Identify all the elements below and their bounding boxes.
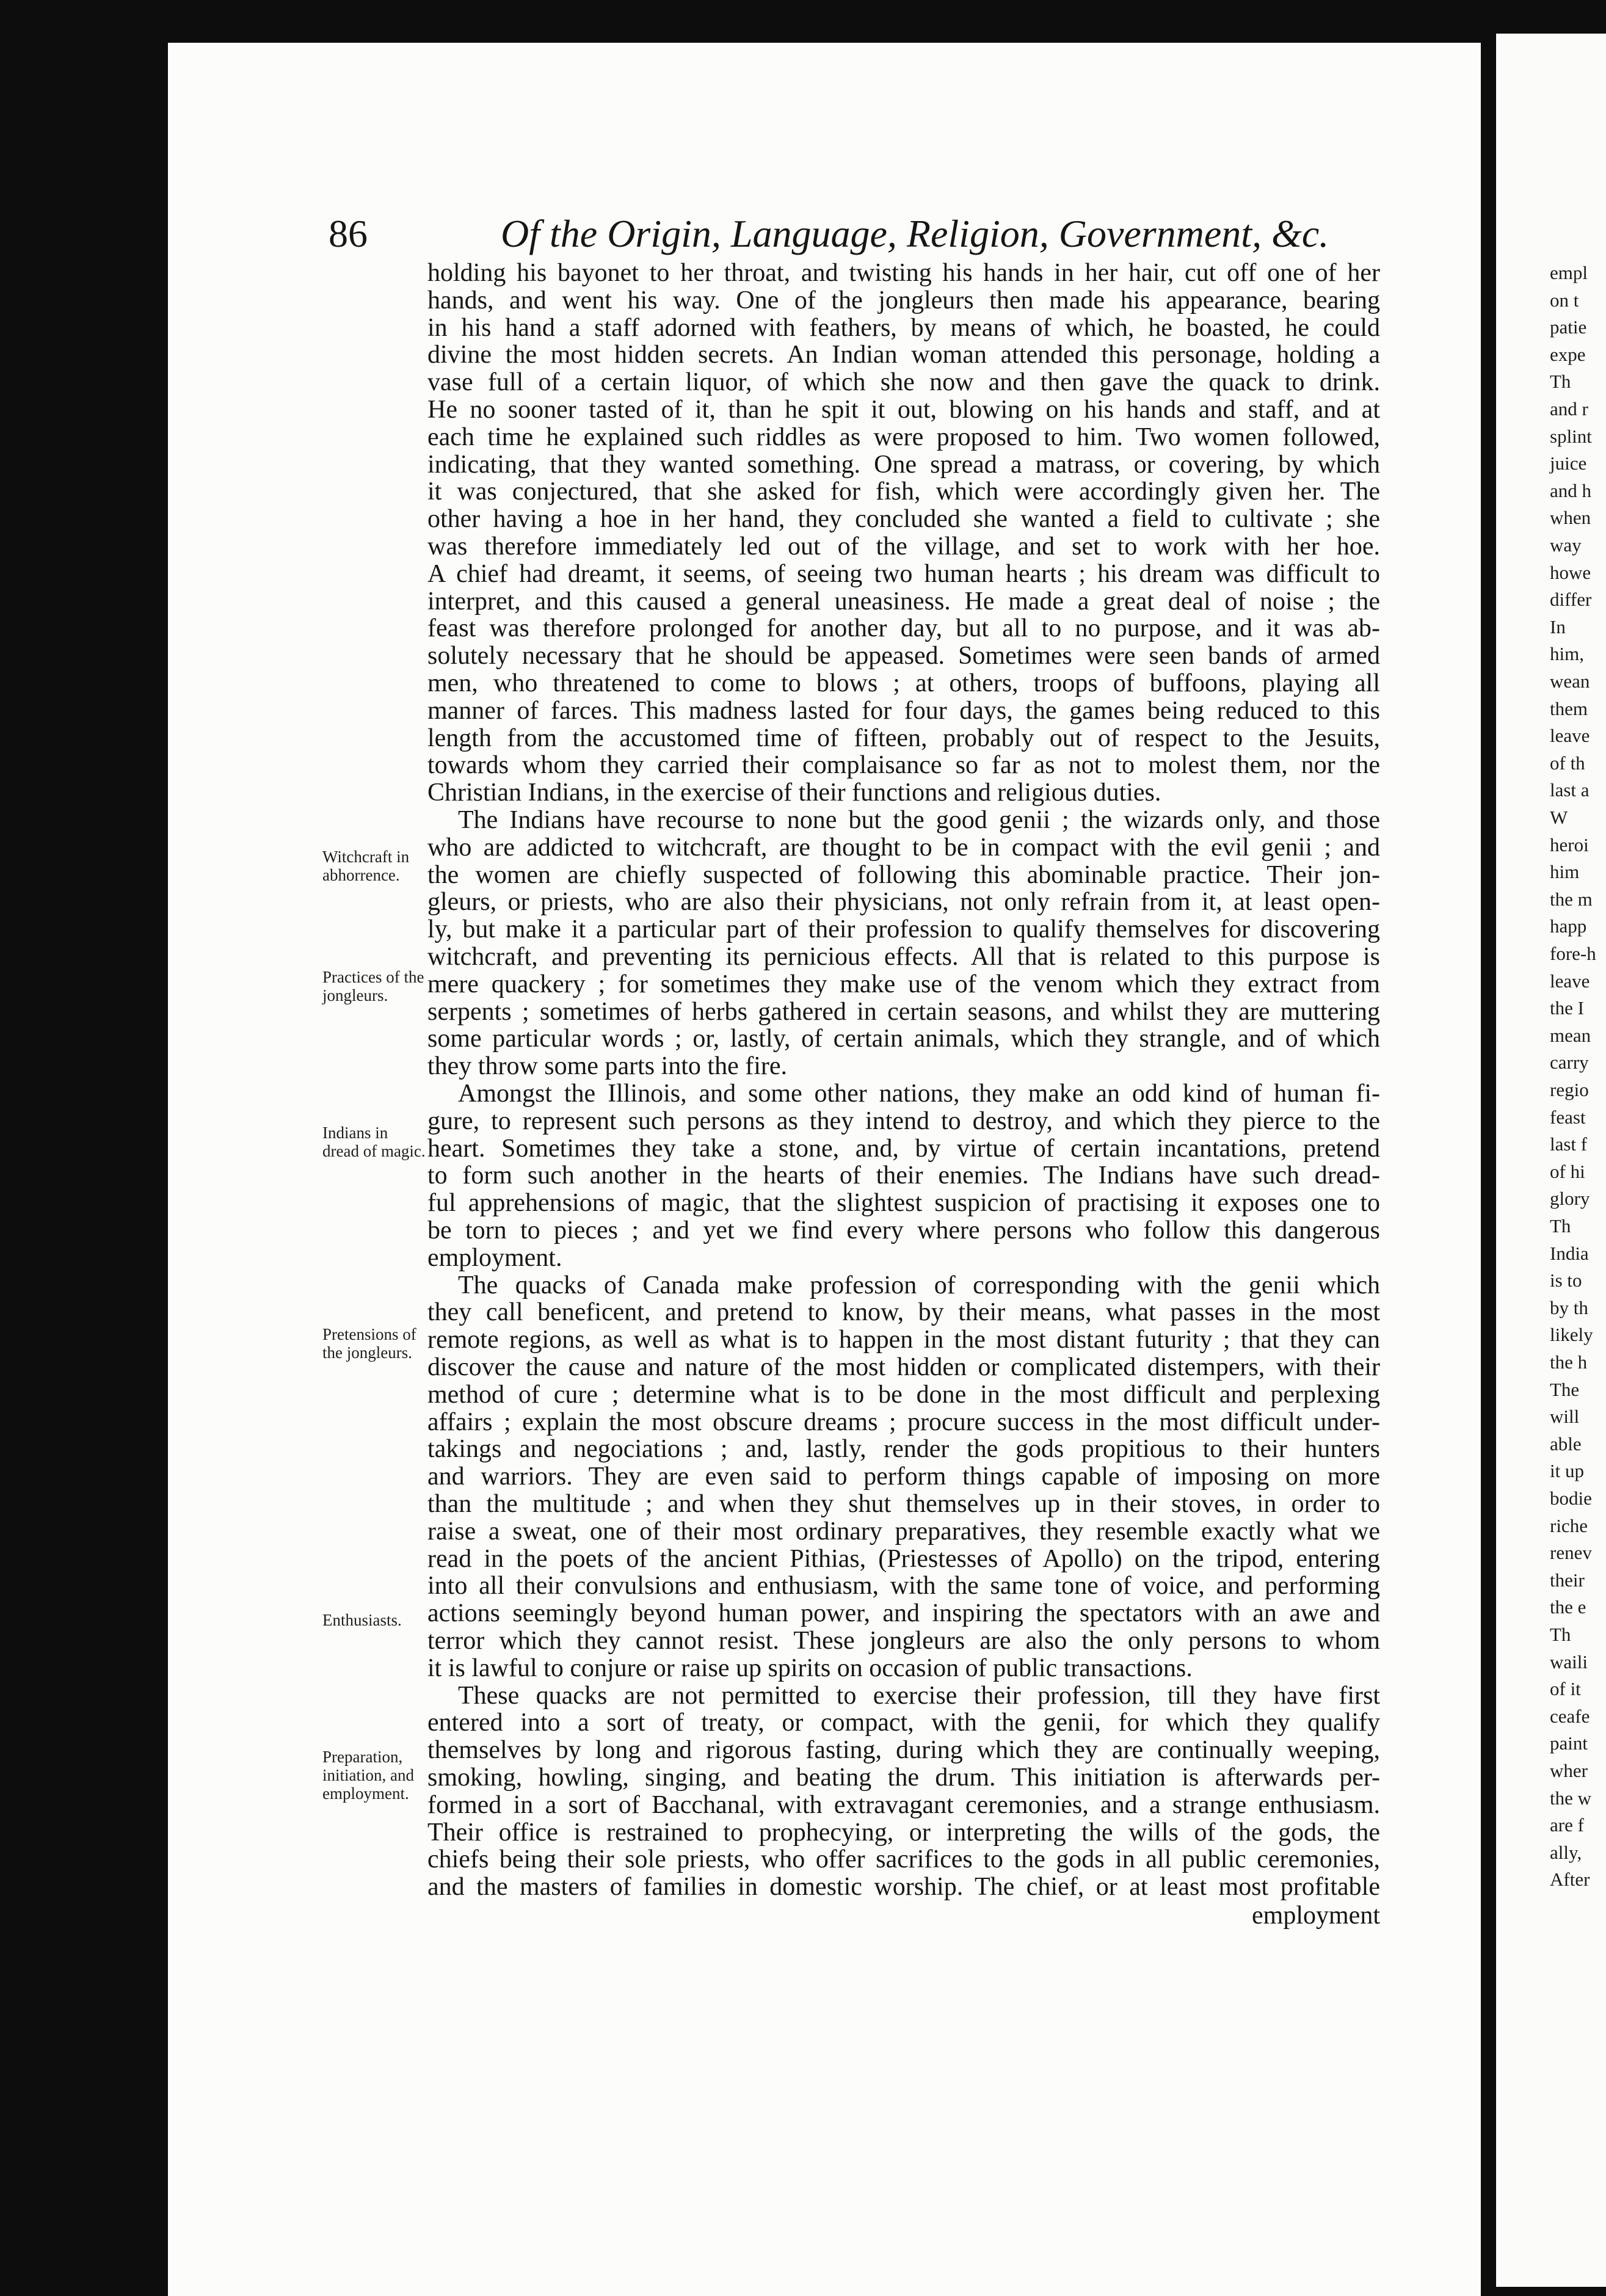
body-line: and the masters of families in domestic worship. The chief, or at least most profitable [427, 1873, 1380, 1902]
body-line: the women are chiefly suspected of following this abominable practice. Their jon- [427, 860, 1380, 889]
body-line: into all their convulsions and enthusiasm, with the same tone of voice, and performing [427, 1572, 1380, 1600]
margin-note: Indians in dread of magic. [322, 1124, 426, 1160]
body-line: serpents ; sometimes of herbs gathered in certain seasons, and whilst they are muttering [427, 997, 1380, 1026]
body-line: towards whom they carried their complaisance so far as not to molest them, nor the [427, 751, 1380, 780]
body-line: be torn to pieces ; and yet we find every where persons who follow this dangerous [427, 1216, 1380, 1244]
facing-page-line: and r [1550, 398, 1588, 420]
body-line: remote regions, as well as what is to happen in the most distant futurity ; that they can [427, 1326, 1380, 1354]
body-line: divine the most hidden secrets. An Indian woman attended this personage, holding a [427, 341, 1380, 369]
facing-page-line: it up [1550, 1460, 1584, 1482]
body-line: length from the accustomed time of fifteen, probably out of respect to the Jesuits, [427, 724, 1380, 752]
facing-page-line: leave [1550, 970, 1590, 992]
body-line: mere quackery ; for sometimes they make use of the venom which they extract from [427, 970, 1380, 998]
body-line: affairs ; explain the most obscure dreams ; procure success in the most difficult under- [427, 1408, 1380, 1436]
facing-page-line: him, [1550, 643, 1584, 665]
facing-page-line: the w [1550, 1787, 1592, 1809]
page-number: 86 [329, 212, 368, 255]
facing-page-line: regio [1550, 1079, 1589, 1100]
facing-page-line: howe [1550, 561, 1591, 583]
body-line: terror which they cannot resist. These jongleurs are also the only persons to whom [427, 1627, 1380, 1655]
body-line: vase full of a certain liquor, of which she now and then gave the quack to drink. [427, 368, 1380, 397]
facing-page-line: carry [1550, 1052, 1589, 1074]
body-line: who are addicted to witchcraft, are thought to be in compact with the evil genii ; and [427, 833, 1380, 862]
body-line: entered into a sort of treaty, or compact, with the genii, for which they qualify [427, 1709, 1380, 1737]
facing-page-line: Th [1550, 1624, 1571, 1645]
facing-page-line: Th [1550, 371, 1571, 393]
body-line: A chief had dreamt, it seems, of seeing two human hearts ; his dream was difficult to [427, 559, 1380, 588]
facing-page-line: the I [1550, 997, 1584, 1019]
facing-page-line: happ [1550, 915, 1587, 937]
body-line: chiefs being their sole priests, who offer sacrifices to the gods in all public ceremonies, [427, 1845, 1380, 1874]
facing-page-line: patie [1550, 316, 1587, 338]
facing-page-line: expe [1550, 343, 1586, 365]
body-line: gleurs, or priests, who are also their physicians, not only refrain from it, at least open- [427, 888, 1380, 917]
body-line: feast was therefore prolonged for another day, but all to no purpose, and it was ab- [427, 614, 1380, 643]
body-line: themselves by long and rigorous fasting, during which they are continually weeping, [427, 1736, 1380, 1765]
facing-page-line: will [1550, 1406, 1580, 1428]
facing-page-line: renev [1550, 1542, 1592, 1564]
margin-note: Enthusiasts. [322, 1611, 402, 1629]
body-line: Christian Indians, in the exercise of their functions and religious duties. [427, 779, 1161, 807]
body-line: heart. Sometimes they take a stone, and, by virtue of certain incantations, pretend [427, 1134, 1380, 1163]
facing-page-line: waili [1550, 1651, 1588, 1673]
catchword: employment [1252, 1902, 1380, 1930]
running-head: Of the Origin, Language, Religion, Government, &c. [501, 212, 1329, 255]
margin-note: Practices of the jongleurs. [322, 968, 424, 1005]
body-line: witchcraft, and preventing its pernicious effects. All that is related to this purpose is [427, 943, 1380, 971]
body-line: formed in a sort of Bacchanal, with extravagant ceremonies, and a strange enthusiasm. [427, 1790, 1380, 1819]
body-line: method of cure ; determine what is to be done in the most difficult and perplexing [427, 1380, 1380, 1409]
facing-page-line: on t [1550, 289, 1579, 311]
facing-page-line: ceafe [1550, 1705, 1590, 1727]
body-line: indicating, that they wanted something. One spread a matrass, or covering, by which [427, 450, 1380, 479]
body-line: The quacks of Canada make profession of corresponding with the genii which [458, 1271, 1380, 1299]
body-line: Their office is restrained to prophecying, or interpreting the wills of the gods, the [427, 1818, 1380, 1847]
facing-page-line: wean [1550, 670, 1590, 692]
facing-page-line: feast [1550, 1106, 1586, 1128]
body-line: interpret, and this caused a general uneasiness. He made a great deal of noise ; the [427, 587, 1380, 616]
body-line: employment. [427, 1243, 562, 1272]
body-line: read in the poets of the ancient Pithias, (Priestesses of Apollo) on the tripod, entering [427, 1544, 1380, 1573]
body-line: other having a hoe in her hand, they concluded she wanted a field to cultivate ; she [427, 505, 1380, 534]
facing-page-line: riche [1550, 1514, 1588, 1536]
body-line: raise a sweat, one of their most ordinary preparatives, they resemble exactly what we [427, 1517, 1380, 1546]
facing-page-line: The [1550, 1378, 1580, 1400]
facing-page-line: splint [1550, 425, 1592, 447]
body-line: Amongst the Illinois, and some other nations, they make an odd kind of human fi- [458, 1080, 1380, 1108]
body-line: He no sooner tasted of it, than he spit it out, blowing on his hands and staff, and at [427, 396, 1380, 424]
body-line: some particular words ; or, lastly, of certain animals, which they strangle, and of which [427, 1025, 1380, 1053]
body-line: in his hand a staff adorned with feathers, by means of which, he boasted, he could [427, 313, 1380, 342]
facing-page-line: of hi [1550, 1160, 1585, 1182]
body-line: takings and negociations ; and, lastly, render the gods propitious to their hunters [427, 1435, 1380, 1464]
facing-page-line: able [1550, 1433, 1582, 1455]
facing-page-line: ally, [1550, 1841, 1582, 1863]
facing-page-line: him [1550, 861, 1580, 883]
facing-page-line: Th [1550, 1215, 1571, 1237]
facing-page-line: the m [1550, 888, 1593, 910]
body-line: and warriors. They are even said to perform things capable of imposing on more [427, 1462, 1380, 1491]
body-line: than the multitude ; and when they shut themselves up in their stoves, in order to [427, 1490, 1380, 1518]
margin-note: Pretensions of the jongleurs. [322, 1325, 416, 1362]
facing-page-line: of th [1550, 752, 1585, 774]
body-line: smoking, howling, singing, and beating the drum. This initiation is afterwards per- [427, 1764, 1380, 1792]
facing-page-line: fore-h [1550, 943, 1596, 964]
body-line: was therefore immediately led out of the village, and set to work with her hoe. [427, 532, 1380, 561]
facing-page-line: last f [1550, 1133, 1588, 1155]
facing-page-line: wher [1550, 1760, 1588, 1781]
facing-page-line: mean [1550, 1024, 1591, 1046]
body-line: These quacks are not permitted to exercise their profession, till they have first [458, 1681, 1380, 1710]
body-line: ly, but make it a particular part of their profession to qualify themselves for discovering [427, 915, 1380, 944]
facing-page-line: In [1550, 616, 1566, 638]
body-line: The Indians have recourse to none but the good genii ; the wizards only, and those [458, 806, 1380, 834]
facing-page-line: when [1550, 507, 1591, 529]
body-line: to form such another in the hearts of their enemies. The Indians have such dread- [427, 1161, 1380, 1190]
facing-page-line: the h [1550, 1351, 1588, 1373]
facing-page-line: by th [1550, 1296, 1588, 1318]
facing-page-line: differ [1550, 589, 1592, 611]
facing-page-line: their [1550, 1569, 1585, 1591]
facing-page-line: leave [1550, 725, 1590, 747]
facing-page-line: last a [1550, 779, 1590, 801]
facing-page-line: paint [1550, 1732, 1588, 1754]
body-line: ful apprehensions of magic, that the slightest suspicion of practising it exposes one to [427, 1189, 1380, 1218]
facing-page-line: After [1550, 1869, 1590, 1891]
body-line: holding his bayonet to her throat, and twisting his hands in her hair, cut off one of her [427, 259, 1380, 287]
body-line: discover the cause and nature of the most hidden or complicated distempers, with their [427, 1353, 1380, 1381]
margin-note: Preparation, initiation, and employment. [322, 1748, 414, 1803]
facing-page-line: juice [1550, 452, 1587, 474]
body-line: hands, and went his way. One of the jongleurs then made his appearance, bearing [427, 286, 1380, 314]
body-line: each time he explained such riddles as were proposed to him. Two women followed, [427, 423, 1380, 451]
facing-page-line: heroi [1550, 834, 1589, 856]
facing-page-line: empl [1550, 262, 1588, 283]
body-line: men, who threatened to come to blows ; at others, troops of buffoons, playing all [427, 669, 1380, 697]
facing-page-line: bodie [1550, 1488, 1592, 1509]
body-line: they throw some parts into the fire. [427, 1052, 788, 1081]
facing-page-line: likely [1550, 1324, 1593, 1346]
body-line: they call beneficent, and pretend to know, by their means, what passes in the most [427, 1298, 1380, 1327]
margin-note: Witchcraft in abhorrence. [322, 848, 410, 884]
body-line: it was conjectured, that she asked for fish, which were accordingly given her. The [427, 478, 1380, 506]
facing-page-line: W [1550, 807, 1568, 828]
facing-page-line: of it [1550, 1678, 1581, 1700]
facing-page-line: way [1550, 534, 1582, 556]
facing-page-line: India [1550, 1242, 1589, 1264]
facing-page-line: is to [1550, 1270, 1582, 1292]
facing-page-line: them [1550, 697, 1588, 719]
facing-page-line: the e [1550, 1596, 1586, 1618]
body-line: it is lawful to conjure or raise up spirits on occasion of public transactions. [427, 1654, 1193, 1682]
body-line: gure, to represent such persons as they intend to destroy, and which they pierce to the [427, 1106, 1380, 1135]
facing-page-line: glory [1550, 1188, 1590, 1210]
body-line: actions seemingly beyond human power, and inspiring the spectators with an awe and [427, 1599, 1380, 1628]
body-line: manner of farces. This madness lasted for four days, the games being reduced to this [427, 696, 1380, 725]
facing-page-line: and h [1550, 479, 1592, 501]
facing-page-fragment [1496, 34, 1606, 2287]
facing-page-line: are f [1550, 1814, 1584, 1836]
body-line: solutely necessary that he should be appeased. Sometimes were seen bands of armed [427, 642, 1380, 670]
